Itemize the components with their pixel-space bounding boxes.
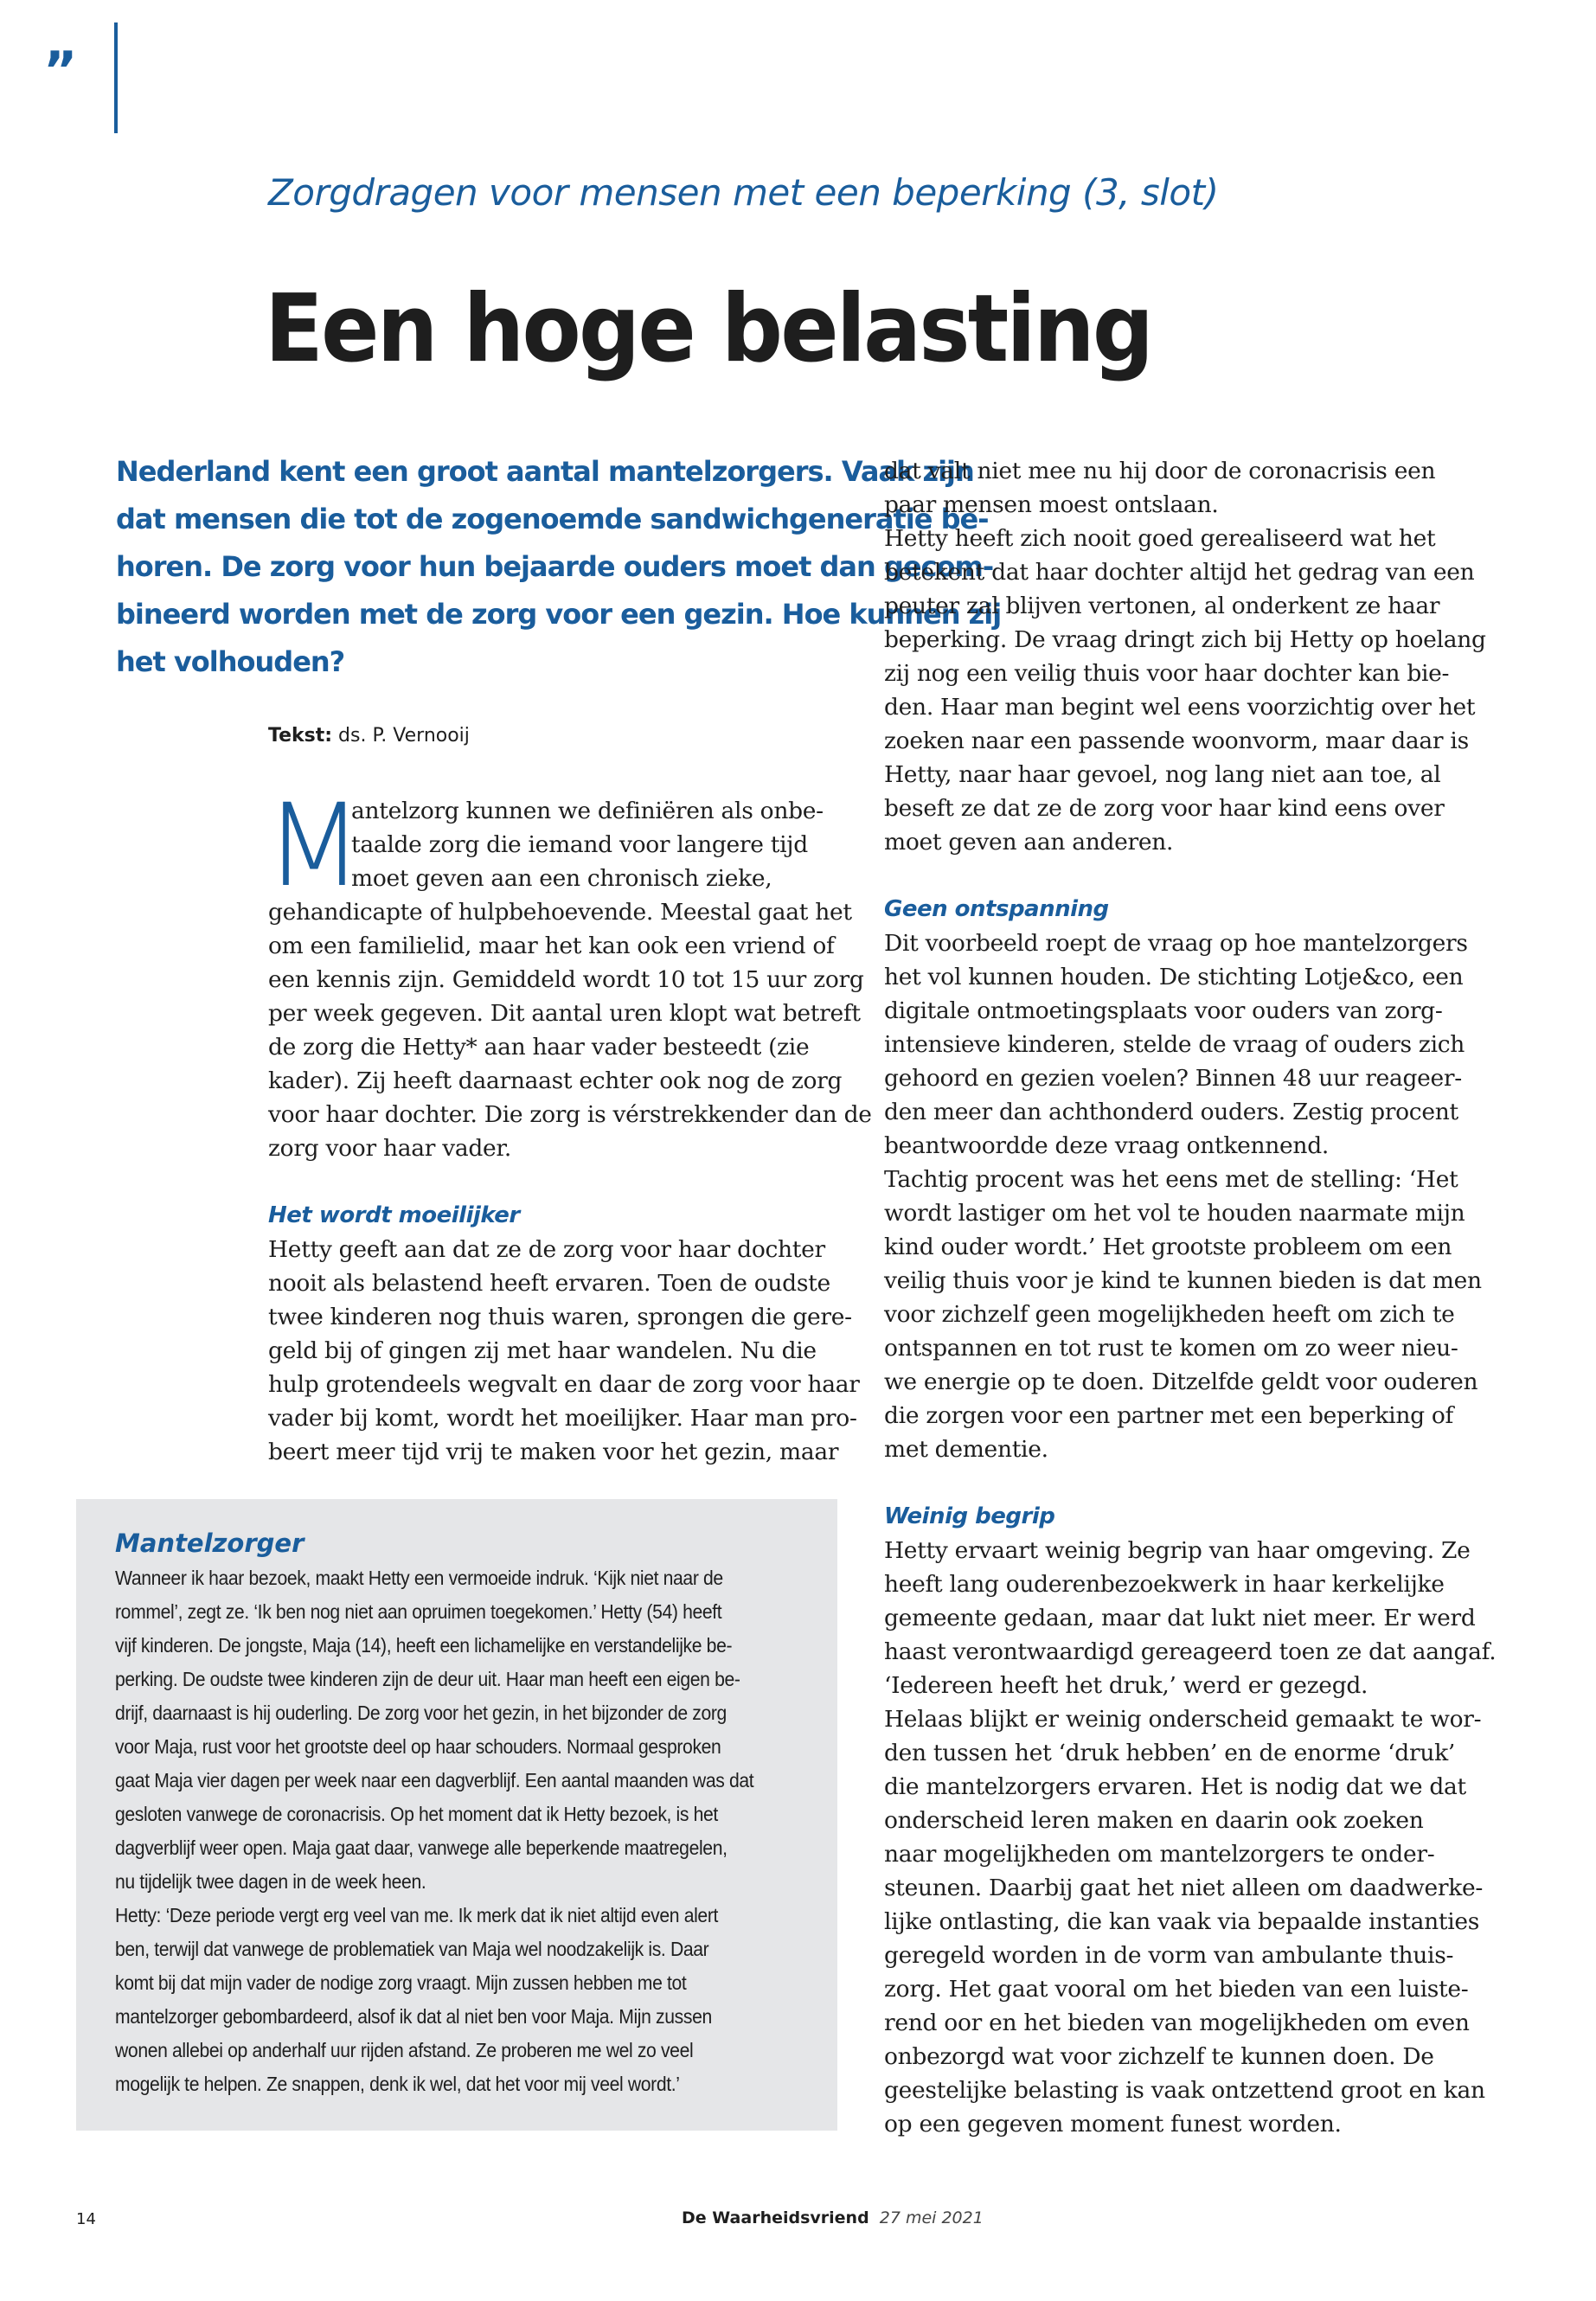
text-line: die mantelzorgers ervaren. Het is nodig dat we dat [884, 1773, 1466, 1800]
kader-line: perking. De oudste twee kinderen zijn de deur uit. Haar man heeft een eigen be- [115, 1668, 740, 1690]
text-line: Helaas blijkt er weinig onderscheid gemaakt te wor- [884, 1706, 1482, 1733]
text-line: nooit als belastend heeft ervaren. Toen de oudste [268, 1270, 830, 1297]
text-line: zoeken naar een passende woonvorm, maar daar is [884, 727, 1469, 754]
text-line: geld bij of gingen zij met haar wandelen. Nu die [268, 1337, 817, 1364]
text-line: rend oor en het bieden van mogelijkheden om even [884, 2009, 1470, 2036]
vertical-rule [114, 22, 118, 133]
section-body-weinig-begrip [884, 1534, 1497, 2141]
footer-publication [682, 2208, 984, 2227]
text-line: die zorgen voor een partner met een beperking of [884, 1402, 1454, 1429]
text-line: zorg voor haar vader. [268, 1135, 511, 1162]
text-line: Dit voorbeeld roept de vraag op hoe mantelzorgers [884, 930, 1468, 957]
text-line: zij nog een veilig thuis voor haar dochter kan bie- [884, 660, 1450, 687]
text-line: lijke ontlasting, die kan vaak via bepaalde instanties [884, 1908, 1480, 1935]
section-heading-het-wordt-moeilijker: Het wordt moeilijker [268, 1202, 520, 1228]
lead-paragraph [116, 448, 1002, 686]
kader-line: vijf kinderen. De jongste, Maja (14), heeft een lichamelijke en verstandelijke be- [115, 1634, 733, 1657]
text-line: naar mogelijkheden om mantelzorgers te onder- [884, 1841, 1435, 1868]
lead-line: dat mensen die tot de zogenoemde sandwichgeneratie be- [116, 503, 989, 535]
text-line: peuter zal blijven vertonen, al onderkent ze haar [884, 593, 1440, 619]
kader-line: nu tijdelijk twee dagen in de week heen. [115, 1870, 426, 1893]
text-line: het vol kunnen houden. De stichting Lotje&co, een [884, 964, 1464, 990]
article-subtitle: Zorgdragen voor mensen met een beperking (3, slot) [268, 171, 1219, 214]
right-intro-paragraph [884, 454, 1486, 859]
quote-mark-icon: ” [43, 41, 78, 101]
text-line: Hetty ervaart weinig begrip van haar omgeving. Ze [884, 1537, 1471, 1564]
byline-label: Tekst: [268, 725, 333, 747]
text-line: Hetty heeft zich nooit goed gerealiseerd wat het [884, 525, 1436, 552]
text-line: met dementie. [884, 1436, 1048, 1463]
text-line: om een familielid, maar het kan ook een vriend of [268, 933, 835, 959]
page-number: 14 [76, 2210, 96, 2228]
text-line: antelzorg kunnen we definiëren als onbe- [351, 798, 824, 824]
text-line: voor zichzelf geen mogelijkheden heeft om zich te [884, 1301, 1455, 1328]
text-line: onderscheid leren maken en daarin ook zoeken [884, 1807, 1424, 1834]
text-line: wordt lastiger om het vol te houden naarmate mijn [884, 1200, 1465, 1227]
text-line: kader). Zij heeft daarnaast echter ook nog de zorg [268, 1067, 843, 1094]
kader-line: Wanneer ik haar bezoek, maakt Hetty een vermoeide indruk. ‘Kijk niet naar de [115, 1567, 723, 1589]
lead-line: Nederland kent een groot aantal mantelzorgers. Vaak zijn [116, 455, 974, 488]
text-line: beperking. De vraag dringt zich bij Hetty op hoelang [884, 626, 1486, 653]
text-line: betekent dat haar dochter altijd het gedrag van een [884, 559, 1475, 586]
section-heading-geen-ontspanning: Geen ontspanning [884, 896, 1109, 922]
text-line: paar mensen moest ontslaan. [884, 491, 1219, 518]
text-line: beantwoordde deze vraag ontkennend. [884, 1132, 1329, 1159]
kader-box [76, 1499, 837, 2131]
text-line: vader bij komt, wordt het moeilijker. Haar man pro- [268, 1405, 857, 1432]
publication-date: 27 mei 2021 [879, 2208, 984, 2227]
kader-line: dagverblijf weer open. Maja gaat daar, vanwege alle beperkende maatregelen, [115, 1836, 727, 1859]
text-line: per week gegeven. Dit aantal uren klopt wat betreft [268, 1000, 861, 1027]
text-line: intensieve kinderen, stelde de vraag of ouders zich [884, 1031, 1465, 1058]
kader-title: Mantelzorger [115, 1529, 304, 1558]
text-line: Hetty, naar haar gevoel, nog lang niet aan toe, al [884, 761, 1441, 788]
article-title: Een hoge belasting [265, 275, 1152, 383]
text-line: twee kinderen nog thuis waren, sprongen die gere- [268, 1304, 852, 1330]
kader-body [115, 1561, 833, 2101]
text-line: Hetty geeft aan dat ze de zorg voor haar dochter [268, 1236, 825, 1263]
kader-line: gaat Maja vier dagen per week naar een dagverblijf. Een aantal maanden was dat [115, 1769, 754, 1791]
kader-line: mantelzorger gebombardeerd, alsof ik dat al niet ben voor Maja. Mijn zussen [115, 2005, 712, 2028]
text-line: moet geven aan anderen. [884, 829, 1174, 856]
text-line: steunen. Daarbij gaat het niet alleen om daadwerke- [884, 1875, 1484, 1901]
byline [268, 725, 470, 747]
text-line: beseft ze dat ze de zorg voor haar kind eens over [884, 795, 1445, 822]
text-line: gemeente gedaan, maar dat lukt niet meer. Er werd [884, 1605, 1476, 1631]
text-line: kind ouder wordt.’ Het grootste probleem om een [884, 1234, 1452, 1260]
text-line: haast verontwaardigd gereageerd toen ze dat aangaf. [884, 1638, 1497, 1665]
text-line: ‘Iedereen heeft het druk,’ werd er gezegd. [884, 1672, 1368, 1699]
text-line: digitale ontmoetingsplaats voor ouders van zorg- [884, 997, 1443, 1024]
text-line: zorg. Het gaat vooral om het bieden van een luiste- [884, 1976, 1469, 2003]
text-line: den tussen het ‘druk hebben’ en de enorme ‘druk’ [884, 1740, 1455, 1766]
text-line: geregeld worden in de vorm van ambulante thuis- [884, 1942, 1454, 1969]
kader-line: gesloten vanwege de coronacrisis. Op het moment dat ik Hetty bezoek, is het [115, 1803, 718, 1825]
text-line: den meer dan achthonderd ouders. Zestig procent [884, 1099, 1458, 1125]
kader-line: rommel’, zegt ze. ‘Ik ben nog niet aan opruimen toegekomen.’ Hetty (54) heeft [115, 1600, 722, 1623]
text-line: dat valt niet mee nu hij door de coronacrisis een [884, 458, 1436, 484]
text-line: moet geven aan een chronisch zieke, [351, 865, 772, 892]
text-line: veilig thuis voor je kind te kunnen bieden is dat men [884, 1267, 1482, 1294]
drop-cap: M [265, 779, 363, 913]
kader-line: Hetty: ‘Deze periode vergt erg veel van me. Ik merk dat ik niet altijd even alert [115, 1904, 719, 1926]
publication-name: De Waarheidsvriend [682, 2208, 869, 2227]
text-line: geestelijke belasting is vaak ontzettend groot en kan [884, 2077, 1485, 2104]
text-line: den. Haar man begint wel eens voorzichtig over het [884, 694, 1476, 721]
text-line: gehandicapte of hulpbehoevende. Meestal gaat het [268, 899, 852, 926]
lead-line: horen. De zorg voor hun bejaarde ouders moet dan gecom- [116, 550, 994, 583]
text-line: beert meer tijd vrij te maken voor het gezin, maar [268, 1439, 839, 1465]
section-heading-weinig-begrip: Weinig begrip [884, 1503, 1055, 1529]
kader-line: ben, terwijl dat vanwege de problematiek van Maja wel noodzakelijk is. Daar [115, 1938, 709, 1960]
text-line: Tachtig procent was het eens met de stelling: ‘Het [884, 1166, 1458, 1193]
text-line: ontspannen en tot rust te komen om zo weer nieu- [884, 1335, 1458, 1362]
text-line: de zorg die Hetty* aan haar vader besteedt (zie [268, 1034, 810, 1061]
lead-line: bineerd worden met de zorg voor een gezin. Hoe kunnen zij [116, 598, 1002, 631]
text-line: onbezorgd wat voor zichzelf te kunnen doen. De [884, 2043, 1434, 2070]
section-body-het-wordt-moeilijker [268, 1233, 860, 1469]
kader-line: voor Maja, rust voor het grootste deel op haar schouders. Normaal gesproken [115, 1735, 721, 1758]
kader-line: mogelijk te helpen. Ze snappen, denk ik wel, dat het voor mij veel wordt.’ [115, 2073, 680, 2095]
text-line: gehoord en gezien voelen? Binnen 48 uur reageer- [884, 1065, 1462, 1092]
byline-author: ds. P. Vernooij [338, 725, 470, 747]
text-line: we energie op te doen. Ditzelfde geldt voor ouderen [884, 1368, 1478, 1395]
article-column-right [884, 454, 1497, 2141]
kader-line: komt bij dat mijn vader de nodige zorg vraagt. Mijn zussen hebben me tot [115, 1971, 687, 1994]
article-column-middle [265, 779, 872, 1469]
kader-line: drijf, daarnaast is hij ouderling. De zorg voor het gezin, in het bijzonder de zorg [115, 1702, 727, 1724]
text-line: voor haar dochter. Die zorg is vérstrekkender dan de [268, 1101, 872, 1128]
section-body-geen-ontspanning [884, 926, 1481, 1466]
text-line: hulp grotendeels wegvalt en daar de zorg voor haar [268, 1371, 860, 1398]
text-line: heeft lang ouderenbezoekwerk in haar kerkelijke [884, 1571, 1445, 1598]
text-line: een kennis zijn. Gemiddeld wordt 10 tot 15 uur zorg [268, 966, 864, 993]
kader-line: wonen allebei op anderhalf uur rijden afstand. Ze proberen me wel zo veel [115, 2039, 694, 2061]
text-line: taalde zorg die iemand voor langere tijd [351, 831, 808, 858]
lead-line: het volhouden? [116, 645, 345, 678]
text-line: op een gegeven moment funest worden. [884, 2111, 1342, 2138]
